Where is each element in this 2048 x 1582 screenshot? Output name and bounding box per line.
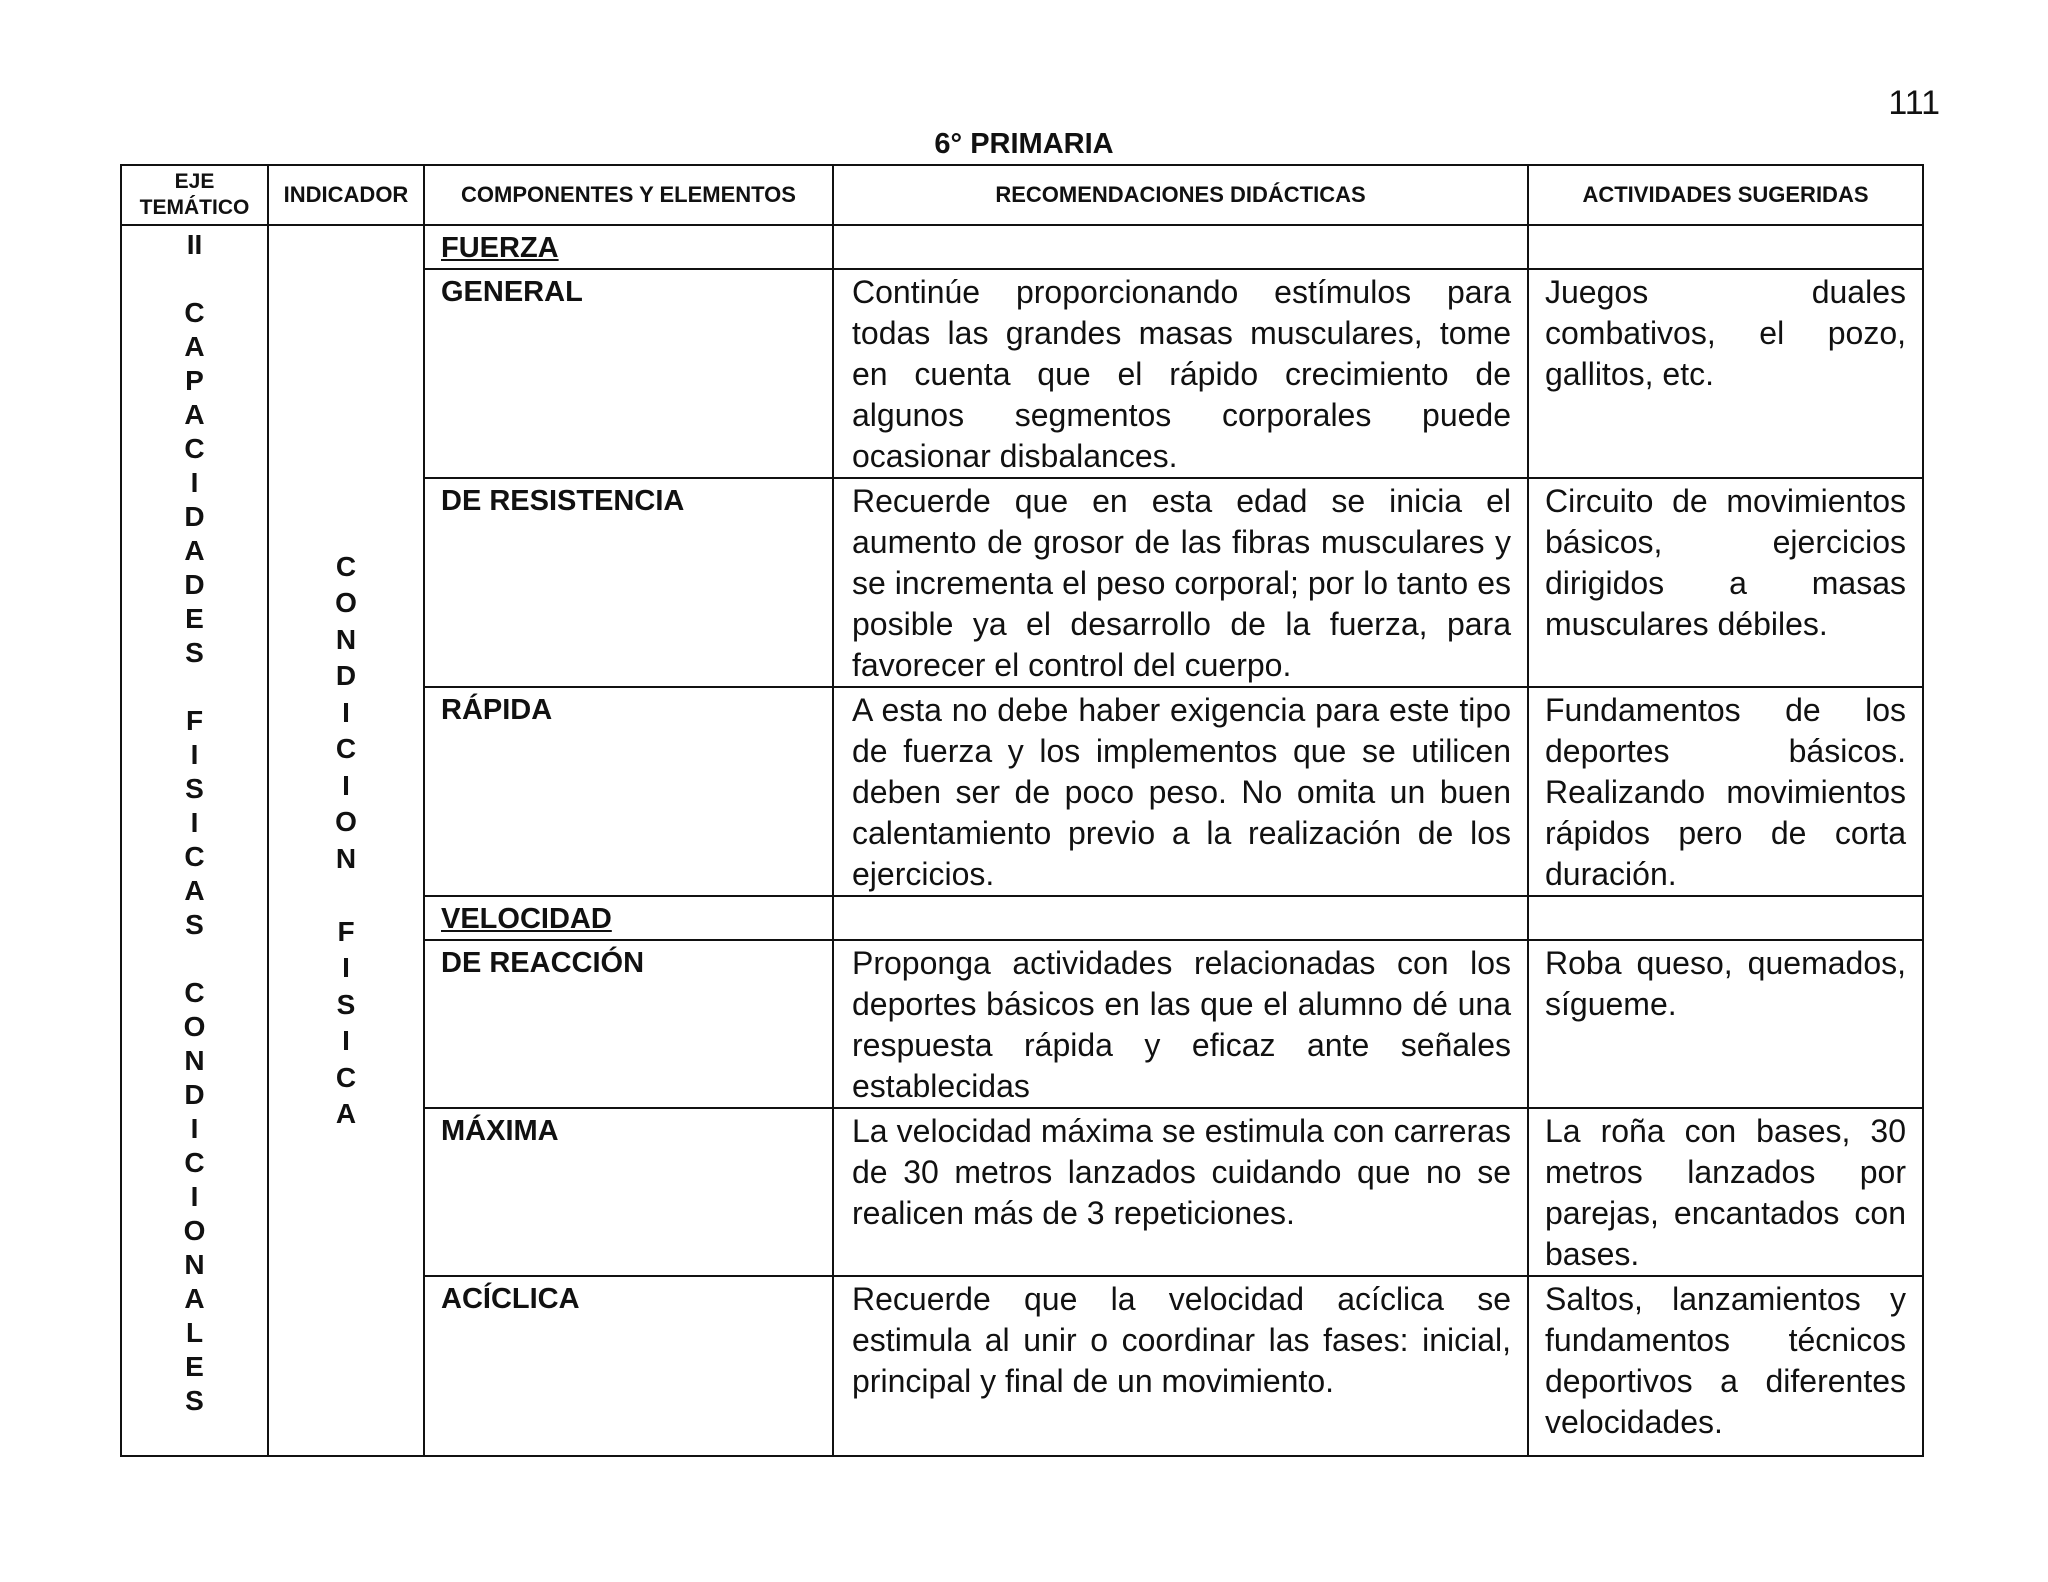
activity-cell: Fundamentos de los deportes básicos. Realizando movimientos rápidos pero de corta duración.: [1528, 687, 1923, 896]
component-heading: VELOCIDAD: [424, 896, 833, 940]
component-cell: DE RESISTENCIA: [424, 478, 833, 687]
recommendation-cell: Recuerde que la velocidad acíclica se estimula al unir o coordinar las fases: inicial, principal y final de un movimiento.: [833, 1276, 1528, 1456]
eje-tematico-cell: II C A P A C I D A D E S F I S I C A S C O N D I C I O N A L E S: [121, 225, 268, 1456]
activity-cell: [1528, 896, 1923, 940]
recommendation-cell: Continúe proporcionando estímulos para todas las grandes masas musculares, tome en cuenta que el rápido crecimiento de algunos segmentos corporales puede ocasionar disbalances.: [833, 269, 1528, 478]
activity-cell: Saltos, lanzamientos y fundamentos técnicos deportivos a diferentes velocidades.: [1528, 1276, 1923, 1456]
component-cell: DE REACCIÓN: [424, 940, 833, 1108]
activity-cell: Juegos duales combativos, el pozo, gallitos, etc.: [1528, 269, 1923, 478]
header-recomendaciones: RECOMENDACIONES DIDÁCTICAS: [833, 165, 1528, 225]
activity-cell: [1528, 225, 1923, 269]
recommendation-cell: A esta no debe haber exigencia para este tipo de fuerza y los implementos que se utilicen deben ser de poco peso. No omita un buen calentamiento previo a la realización de los ejercicios.: [833, 687, 1528, 896]
header-eje-tematico: EJE TEMÁTICO: [121, 165, 268, 225]
recommendation-cell: [833, 896, 1528, 940]
header-actividades: ACTIVIDADES SUGERIDAS: [1528, 165, 1923, 225]
recommendation-cell: Recuerde que en esta edad se inicia el aumento de grosor de las fibras musculares y se incrementa el peso corporal; por lo tanto es posible ya el desarrollo de la fuerza, para favorecer el control del cuerpo.: [833, 478, 1528, 687]
recommendation-cell: [833, 225, 1528, 269]
component-cell: ACÍCLICA: [424, 1276, 833, 1456]
curriculum-table: [120, 164, 1924, 1457]
table-header-row: [121, 165, 1923, 225]
page-number: 111: [1888, 84, 1940, 122]
page-title: 6° PRIMARIA: [934, 128, 1114, 160]
header-componentes: COMPONENTES Y ELEMENTOS: [424, 165, 833, 225]
table-row: [121, 225, 1923, 269]
recommendation-cell: La velocidad máxima se estimula con carreras de 30 metros lanzados cuidando que no se realicen más de 3 repeticiones.: [833, 1108, 1528, 1276]
activity-cell: La roña con bases, 30 metros lanzados por parejas, encantados con bases.: [1528, 1108, 1923, 1276]
component-cell: GENERAL: [424, 269, 833, 478]
component-cell: MÁXIMA: [424, 1108, 833, 1276]
component-cell: RÁPIDA: [424, 687, 833, 896]
header-indicador: INDICADOR: [268, 165, 424, 225]
indicador-cell: C O N D I C I O N F I S I C A: [268, 225, 424, 1456]
recommendation-cell: Proponga actividades relacionadas con los deportes básicos en las que el alumno dé una respuesta rápida y eficaz ante señales establecidas: [833, 940, 1528, 1108]
activity-cell: Circuito de movimientos básicos, ejercicios dirigidos a masas musculares débiles.: [1528, 478, 1923, 687]
activity-cell: Roba queso, quemados, sígueme.: [1528, 940, 1923, 1108]
component-heading: FUERZA: [424, 225, 833, 269]
